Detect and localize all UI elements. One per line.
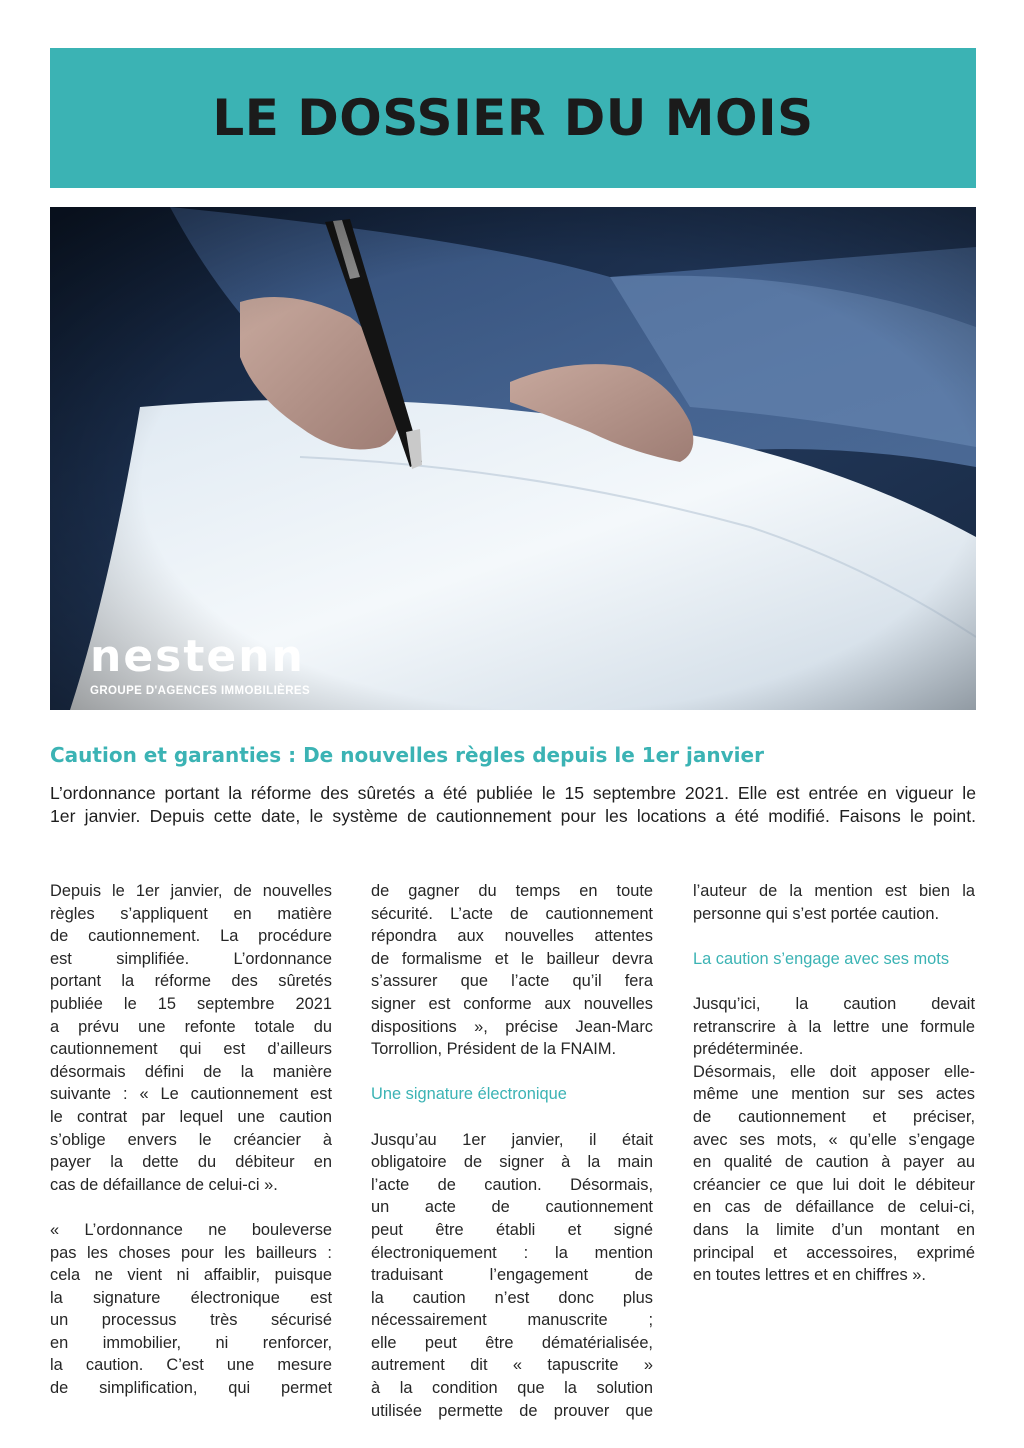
text-line: avec ses mots, « qu’elle s’engage bbox=[693, 1130, 975, 1149]
text-line: s’oblige envers le créancier à bbox=[50, 1130, 332, 1149]
text-line: sécurité. L’acte de cautionnement bbox=[371, 904, 653, 923]
text-line: de gagner du temps en toute bbox=[371, 882, 653, 900]
text-line: de simplification, qui permet bbox=[50, 1379, 332, 1398]
paragraph bbox=[371, 1129, 653, 1423]
column-1 bbox=[50, 880, 332, 1400]
logo-wordmark: nestenn bbox=[90, 631, 305, 682]
text-line: règles s’appliquent en matière bbox=[50, 904, 332, 923]
text-line: retranscrire à la lettre une formule bbox=[693, 1017, 975, 1036]
text-line: « L’ordonnance ne bouleverse bbox=[50, 1220, 332, 1239]
text-line: la caution. C’est une mesure bbox=[50, 1356, 332, 1375]
text-line: cela ne vient ni affaiblir, puisque bbox=[50, 1266, 332, 1285]
text-line: elle peut être dématérialisée, bbox=[371, 1333, 653, 1352]
paragraph bbox=[693, 993, 975, 1061]
text-line: répondra aux nouvelles attentes bbox=[371, 927, 653, 946]
paragraph bbox=[50, 1219, 332, 1400]
text-line: Depuis le 1er janvier, de nouvelles bbox=[50, 882, 332, 900]
paragraph bbox=[693, 880, 975, 925]
text-line: cautionnement qui est d’ailleurs bbox=[50, 1040, 332, 1059]
text-line: en toutes lettres et en chiffres ». bbox=[693, 1266, 926, 1285]
text-line: principal et accessoires, exprimé bbox=[693, 1243, 975, 1262]
text-line: désormais défini de la manière bbox=[50, 1062, 332, 1081]
text-line: Torrollion, Président de la FNAIM. bbox=[371, 1040, 617, 1059]
column-3 bbox=[693, 880, 975, 1287]
intro-line: L’ordonnance portant la réforme des sûretés a été publiée le 15 septembre 2021. Elle est entrée en vigueur le bbox=[50, 783, 976, 803]
article-headline: Caution et garanties : De nouvelles règles depuis le 1er janvier bbox=[50, 743, 764, 767]
text-line: même une mention sur ses actes bbox=[693, 1085, 975, 1104]
text-line: de cautionnement et préciser, bbox=[693, 1107, 975, 1126]
text-line: à la condition que la solution bbox=[371, 1379, 653, 1398]
text-line: électroniquement : la mention bbox=[371, 1243, 653, 1262]
text-line: utilisée permette de prouver que bbox=[371, 1401, 653, 1420]
text-line: Jusqu’ici, la caution devait bbox=[693, 994, 975, 1013]
text-line: en qualité de caution à payer au bbox=[693, 1153, 975, 1172]
text-line: signer est conforme aux nouvelles bbox=[371, 994, 653, 1013]
text-line: obligatoire de signer à la main bbox=[371, 1153, 653, 1172]
text-line: dispositions », précise Jean-Marc bbox=[371, 1017, 653, 1036]
text-line: payer la dette du débiteur en bbox=[50, 1153, 332, 1172]
text-line: créancier ce que lui doit le débiteur bbox=[693, 1175, 975, 1194]
intro-line: 1er janvier. Depuis cette date, le système de cautionnement pour les locations a été modifié. Faisons le point. bbox=[50, 806, 976, 826]
page-title: LE DOSSIER DU MOIS bbox=[212, 89, 814, 147]
logo-tagline: GROUPE D'AGENCES IMMOBILIÈRES bbox=[90, 685, 311, 697]
text-line: suivante : « Le cautionnement est bbox=[50, 1085, 332, 1104]
text-line: en cas de défaillance de celui-ci, bbox=[693, 1198, 975, 1217]
section-subheading: Une signature électronique bbox=[371, 1085, 567, 1104]
text-line: traduisant l’engagement de bbox=[371, 1266, 653, 1285]
text-line: de cautionnement. La procédure bbox=[50, 927, 332, 946]
text-line: la caution n’est donc plus bbox=[371, 1288, 653, 1307]
text-line: Jusqu’au 1er janvier, il était bbox=[371, 1130, 653, 1149]
article-intro bbox=[50, 782, 976, 828]
text-line: Désormais, elle doit apposer elle- bbox=[693, 1062, 975, 1081]
text-line: s’assurer que l’acte qu’il fera bbox=[371, 972, 653, 991]
text-line: autrement dit « tapuscrite » bbox=[371, 1356, 653, 1375]
text-line: dans la limite d’un montant en bbox=[693, 1220, 975, 1239]
text-line: personne qui s’est portée caution. bbox=[693, 904, 940, 923]
text-line: peut être établi et signé bbox=[371, 1220, 653, 1239]
text-line: l’acte de caution. Désormais, bbox=[371, 1175, 653, 1194]
paragraph bbox=[693, 1061, 975, 1287]
hero-photo bbox=[50, 207, 976, 710]
paragraph bbox=[50, 880, 332, 1196]
text-line: le contrat par lequel une caution bbox=[50, 1107, 332, 1126]
text-line: nécessairement manuscrite ; bbox=[371, 1311, 653, 1330]
text-line: l’auteur de la mention est bien la bbox=[693, 882, 975, 900]
text-line: la signature électronique est bbox=[50, 1288, 332, 1307]
title-banner bbox=[50, 48, 976, 188]
text-line: un acte de cautionnement bbox=[371, 1198, 653, 1217]
text-line: pas les choses pour les bailleurs : bbox=[50, 1243, 332, 1262]
text-line: publiée le 15 septembre 2021 bbox=[50, 994, 332, 1013]
paragraph bbox=[371, 880, 653, 1061]
text-line: un processus très sécurisé bbox=[50, 1311, 332, 1330]
section-subheading: La caution s’engage avec ses mots bbox=[693, 949, 950, 968]
text-line: a prévu une refonte totale du bbox=[50, 1017, 332, 1036]
text-line: portant la réforme des sûretés bbox=[50, 972, 332, 991]
text-line: en immobilier, ni renforcer, bbox=[50, 1333, 332, 1352]
nestenn-logo bbox=[90, 631, 311, 697]
column-2 bbox=[371, 880, 653, 1422]
text-line: de formalisme et le bailleur devra bbox=[371, 949, 653, 968]
text-line: est simplifiée. L’ordonnance bbox=[50, 949, 332, 968]
text-line: prédéterminée. bbox=[693, 1040, 804, 1059]
text-line: cas de défaillance de celui-ci ». bbox=[50, 1175, 278, 1194]
